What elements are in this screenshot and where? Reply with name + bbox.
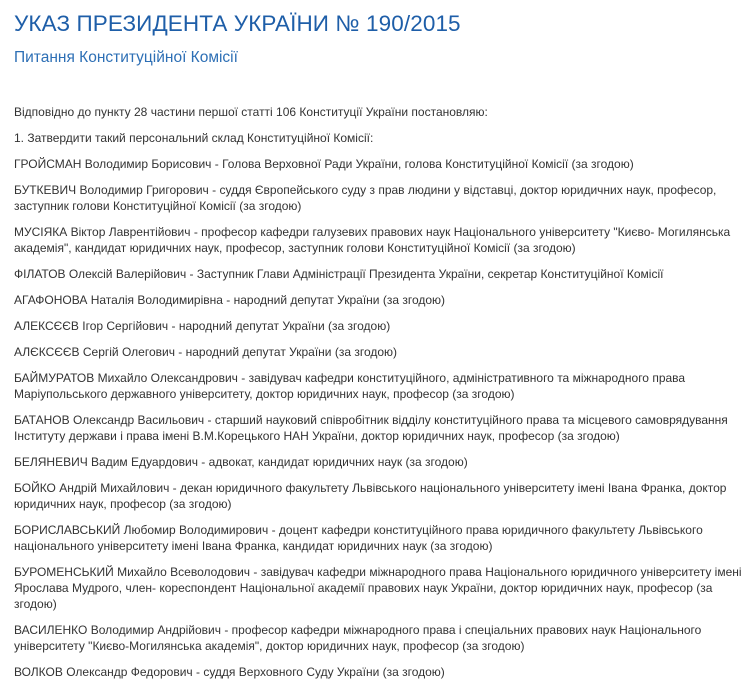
decree-subtitle: Питання Конституційної Комісії (14, 49, 238, 66)
member-entry: АГАФОНОВА Наталія Володимирівна - народний депутат України (за згодою) (14, 293, 446, 307)
decree-title: УКАЗ ПРЕЗИДЕНТА УКРАЇНИ № 190/2015 (14, 11, 461, 36)
member-entry: БАЙМУРАТОВ Михайло Олександрович - завідувач кафедри конституційного, адміністративного та міжнародного права Маріупольського державного університету, доктор юридичних наук, професор (за згодою) (14, 371, 686, 401)
member-entry: БАТАНОВ Олександр Васильович - старший науковий співробітник відділу конституційного права та місцевого самоврядування Інституту держави і права імені В.М.Корецького НАН України, доктор юридичних наук, професор (за згодою) (14, 413, 728, 443)
member-entry: ВАСИЛЕНКО Володимир Андрійович - професор кафедри міжнародного права і спеціальних правових наук Національного університету "Києво-Могилянська академія", доктор юридичних наук, професор (за згодою) (14, 623, 702, 653)
preamble-paragraph: Відповідно до пункту 28 частини першої статті 106 Конституції України постановляю: (14, 105, 488, 119)
member-entry: МУСІЯКА Віктор Лаврентійович - професор кафедри галузевих правових наук Національного університету "Києво- Могилянська академія", кандидат юридичних наук, професор, заступник голови Конституційної Комісії (за згодою) (14, 225, 731, 255)
member-entry: БОЙКО Андрій Михайлович - декан юридичного факультету Львівського національного університету імені Івана Франка, доктор юридичних наук, професор (за згодою) (14, 481, 727, 511)
decree-body (14, 104, 742, 680)
member-entry: ГРОЙСМАН Володимир Борисович - Голова Верховної Ради України, голова Конституційної Комісії (за згодою) (14, 157, 634, 171)
member-entry: БУТКЕВИЧ Володимир Григорович - суддя Європейського суду з прав людини у відставці, доктор юридичних наук, професор, заступник голови Конституційної Комісії (за згодою) (14, 183, 717, 213)
member-entry: АЛЄКСЄЄВ Сергій Олегович - народний депутат України (за згодою) (14, 345, 398, 359)
member-entry: БЕЛЯНЕВИЧ Вадим Едуардович - адвокат, кандидат юридичних наук (за згодою) (14, 455, 468, 469)
member-entry: ФІЛАТОВ Олексій Валерійович - Заступник Глави Адміністрації Президента України, секретар Конституційної Комісії (14, 267, 664, 281)
member-entry: ВОЛКОВ Олександр Федорович - суддя Верховного Суду України (за згодою) (14, 665, 445, 679)
member-entry: БОРИСЛАВСЬКИЙ Любомир Володимирович - доцент кафедри конституційного права юридичного факультету Львівського національного університету імені Івана Франка, кандидат юридичних наук (за згодою) (14, 523, 703, 553)
clause-paragraph: 1. Затвердити такий персональний склад Конституційної Комісії: (14, 131, 374, 145)
member-entry: АЛЕКСЄЄВ Ігор Сергійович - народний депутат України (за згодою) (14, 319, 391, 333)
member-entry: БУРОМЕНСЬКИЙ Михайло Всеволодович - завідувач кафедри міжнародного права Національного юридичного університету імені Ярослава Мудрого, член- кореспондент Національної академії правових наук України, доктор юридичних наук, професор (за згодою) (14, 565, 742, 611)
decree-document (14, 10, 742, 690)
